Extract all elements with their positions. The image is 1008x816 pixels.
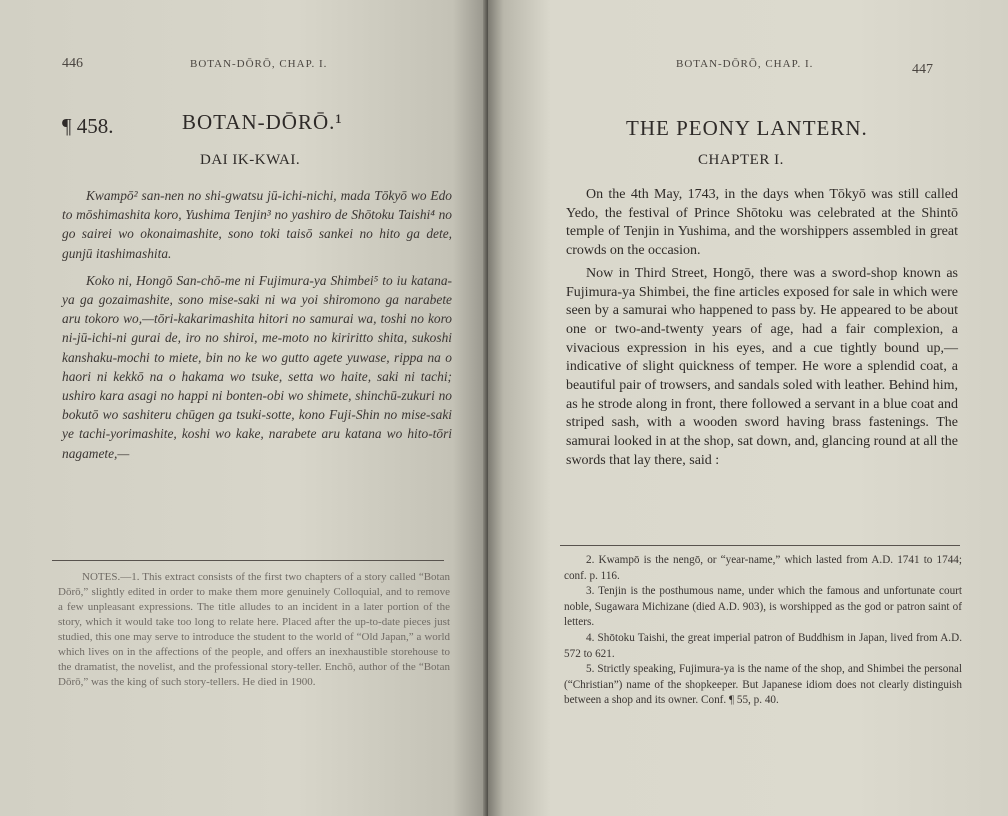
paragraph: On the 4th May, 1743, in the days when Tōkyō was still called Yedo, the festival of Prince Shōtoku was celebrated at the Shintō temple of Tenjin in Yushima, and the worshippers assembled in great crowds on the occasion. bbox=[566, 187, 958, 259]
paragraph: Koko ni, Hongō San-chō-me ni Fujimura-ya Shimbei⁵ to iu katana-ya ga gozaimashite, sono mise-saki ni wa yoi shiromono ga narabete aru tokoro wo,—tōri-kakarimashita hitori no samurai wa, toshi no koro ni-jū-ichi-ni gurai de, iro no shiroi, me-moto no kiriritto shita, sukoshi kanshaku-mochi to miete, bin no ke wo gutto agete yuwase, rippa na o haori ni kekkō na o hakama wo tsuke, setta wo haite, saki ni tachi; ushiro kara asagi no happi ni bonten-obi wo shimete, shinchū-zukuri no bokutō wo sashiteru chūgen ga tsuki-sotte, kono Fuji-Shin no mise-saki ye tachi-yorimashite, koshi wo kake, narabete aru katana wo hito-tōri nagamete,— bbox=[62, 272, 452, 461]
running-head: BOTAN-DŌRŌ, CHAP. I. bbox=[676, 58, 814, 70]
footnote: 5. Strictly speaking, Fujimura-ya is the name of the shop, and Shimbei the personal (“Christian”) name of the shopkeeper. But Japanese idiom does not clearly distinguish between a shop and its owner. Conf. ¶ 55, p. 40. bbox=[564, 663, 962, 707]
page-number: 446 bbox=[62, 56, 83, 71]
page-title: BOTAN-DŌRŌ.¹ bbox=[182, 110, 343, 134]
footnote: 4. Shōtoku Taishi, the great imperial patron of Buddhism in Japan, lived from A.D. 572 to 621. bbox=[564, 631, 962, 660]
footnote-rule bbox=[560, 545, 960, 546]
footnote: NOTES.—1. This extract consists of the first two chapters of a story called “Botan Dōrō,” slightly edited in order to make them more genuinely Colloquial, and to remove a few unpleasant expressions. The title alludes to an incident in a later portion of the story, which it would take too long to relate here. Placed after the up-to-date pieces just studied, this one may serve to introduce the student to the world of “Old Japan,” a world which lives on in the affections of the people, and offers an inexhaustible storehouse to the dramatist, the novelist, and the professional story-teller. Enchō, author of the “Botan Dōrō,” was the king of such story-tellers. He died in 1900. bbox=[58, 571, 450, 688]
footnote-rule bbox=[52, 560, 444, 561]
footnotes bbox=[58, 570, 450, 690]
footnotes bbox=[564, 553, 962, 709]
body-text bbox=[566, 186, 958, 475]
page-number: 447 bbox=[912, 62, 933, 77]
chapter-heading: DAI IK-KWAI. bbox=[200, 152, 301, 168]
footnote: 3. Tenjin is the posthumous name, under which the famous and unfortunate court noble, Sugawara Michizane (died A.D. 903), is worshipped as the god or patron saint of letters. bbox=[564, 585, 962, 629]
footnote: 2. Kwampō is the nengō, or “year-name,” which lasted from A.D. 1741 to 1744; conf. p. 116. bbox=[564, 554, 962, 582]
body-text bbox=[62, 186, 452, 471]
left-page bbox=[0, 0, 492, 816]
chapter-heading: CHAPTER I. bbox=[698, 152, 784, 168]
page-title: THE PEONY LANTERN. bbox=[626, 116, 868, 140]
running-head: BOTAN-DŌRŌ, CHAP. I. bbox=[190, 58, 328, 70]
section-number: ¶ 458. bbox=[62, 114, 114, 138]
paragraph: Now in Third Street, Hongō, there was a sword-shop known as Fujimura-ya Shimbei, the fine articles exposed for sale in which were seen by a samurai who happened to pass by. He appeared to be about one or two-and-twenty years of age, had a fair complexion, a vivacious expression in his eyes, and a cue tightly bound up,—indicative of slight quickness of temper. He wore a splendid coat, a beautiful pair of trowsers, and sandals soled with leather. Behind him, as he strode along in front, there followed a servant in a blue coat and striped sash, with a wooden sword having brass fastenings. The samurai looked in at the shop, sat down, and, glancing round at all the swords that lay there, said : bbox=[566, 265, 958, 468]
paragraph: Kwampō² san-nen no shi-gwatsu jū-ichi-nichi, mada Tōkyō wo Edo to mōshimashita koro, Yushima Tenjin³ no yashiro de Shōtoku Taishi⁴ no go sairei wo okonaimashite, sono toki taisō sankei no hito ga dete, gunjū itashimashita. bbox=[62, 188, 452, 261]
